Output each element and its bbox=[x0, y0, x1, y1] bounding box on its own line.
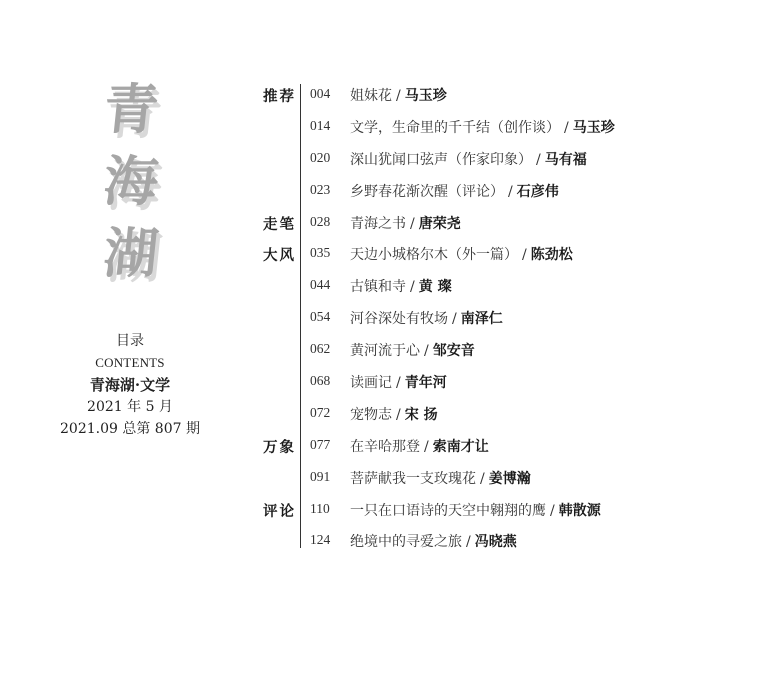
contents-label: CONTENTS bbox=[95, 355, 165, 370]
toc-row[interactable] bbox=[0, 495, 762, 527]
page-number: 072 bbox=[310, 404, 331, 420]
page-number: 124 bbox=[310, 532, 331, 548]
separator: / bbox=[396, 375, 401, 392]
logo-char: 湖 bbox=[100, 221, 162, 285]
magazine-title: 青海湖·文学 bbox=[89, 376, 171, 394]
entry-title: 文学，生命里的千千结（创作谈） bbox=[350, 119, 560, 136]
page-number: 054 bbox=[310, 309, 331, 325]
entry-author: 石彦伟 bbox=[516, 183, 559, 200]
toc-entry bbox=[350, 531, 517, 551]
section-label: 万象 bbox=[263, 439, 296, 456]
section-label: 评论 bbox=[263, 503, 296, 520]
toc-entry bbox=[350, 500, 601, 520]
entry-author: 宋 扬 bbox=[404, 406, 438, 423]
entry-author: 姜博瀚 bbox=[488, 470, 531, 487]
entry-author: 韩散源 bbox=[558, 502, 601, 519]
page-number: 062 bbox=[310, 341, 331, 357]
toc-entry bbox=[350, 181, 559, 201]
page-number: 091 bbox=[310, 468, 331, 484]
toc-row[interactable] bbox=[0, 176, 762, 208]
separator: / bbox=[396, 88, 401, 104]
entry-title: 宠物志 bbox=[350, 406, 392, 423]
entry-title: 古镇和寺 bbox=[350, 279, 406, 296]
toc-entry bbox=[350, 468, 531, 488]
entry-author: 索南才让 bbox=[432, 438, 489, 455]
separator: / bbox=[508, 183, 513, 200]
entry-author: 黄 璨 bbox=[418, 279, 452, 296]
entry-author: 马有福 bbox=[544, 151, 587, 168]
separator: / bbox=[396, 406, 401, 423]
toc-entry bbox=[350, 436, 489, 456]
page-number: 068 bbox=[310, 373, 331, 389]
entry-title: 深山犹闻口弦声（作家印象） bbox=[350, 151, 532, 168]
entry-title: 一只在口语诗的天空中翱翔的鹰 bbox=[350, 502, 546, 519]
toc-entry bbox=[350, 117, 615, 137]
page-number: 110 bbox=[310, 500, 330, 516]
entry-title: 菩萨献我一支玫瑰花 bbox=[350, 470, 476, 487]
toc-row[interactable] bbox=[0, 271, 762, 303]
toc-row[interactable] bbox=[0, 112, 762, 144]
toc-row[interactable] bbox=[0, 367, 762, 399]
toc-entry bbox=[350, 85, 447, 105]
toc-row[interactable] bbox=[0, 208, 762, 240]
toc-entry bbox=[350, 276, 452, 296]
toc-row[interactable] bbox=[0, 526, 762, 558]
toc-row[interactable] bbox=[0, 431, 762, 463]
section-label: 走笔 bbox=[263, 216, 296, 233]
entry-title: 天边小城格尔木（外一篇） bbox=[350, 247, 518, 264]
separator: / bbox=[410, 279, 415, 296]
separator: / bbox=[452, 311, 457, 328]
separator: / bbox=[564, 119, 569, 136]
toc-row[interactable] bbox=[0, 335, 762, 367]
page-number: 020 bbox=[310, 149, 331, 165]
toc-entry bbox=[350, 372, 447, 392]
entry-author: 陈劲松 bbox=[530, 247, 573, 264]
issue-number: 2021.09 总第 807 期 bbox=[60, 421, 200, 437]
toc-entry bbox=[350, 244, 573, 264]
entry-author: 马玉珍 bbox=[404, 88, 447, 104]
entry-author: 马玉珍 bbox=[572, 119, 615, 136]
entry-author: 青年河 bbox=[404, 375, 447, 392]
toc-row[interactable] bbox=[0, 80, 762, 112]
separator: / bbox=[536, 151, 541, 168]
mulu-label: 目录 bbox=[116, 333, 144, 349]
entry-title: 乡野春花渐次醒（评论） bbox=[350, 183, 504, 200]
entry-author: 冯晓燕 bbox=[474, 534, 517, 551]
entry-author: 南泽仁 bbox=[460, 311, 503, 328]
entry-author: 邹安音 bbox=[432, 343, 475, 360]
entry-title: 黄河流于心 bbox=[350, 343, 420, 360]
page-number: 004 bbox=[310, 86, 331, 101]
toc-row[interactable] bbox=[0, 239, 762, 271]
entry-title: 姐妹花 bbox=[350, 88, 392, 104]
separator: / bbox=[466, 534, 471, 551]
separator: / bbox=[522, 247, 527, 264]
toc-row[interactable] bbox=[0, 303, 762, 335]
toc-entry bbox=[350, 213, 461, 233]
separator: / bbox=[480, 470, 485, 487]
toc-row[interactable] bbox=[0, 463, 762, 495]
table-of-contents bbox=[0, 80, 762, 558]
separator: / bbox=[550, 502, 555, 519]
toc-entry bbox=[350, 340, 475, 360]
entry-title: 青海之书 bbox=[350, 215, 406, 232]
entry-title: 读画记 bbox=[350, 375, 392, 392]
separator: / bbox=[424, 438, 429, 455]
toc-row[interactable] bbox=[0, 144, 762, 176]
page-number: 077 bbox=[310, 436, 331, 452]
section-label: 推荐 bbox=[263, 89, 296, 105]
entry-title: 绝境中的寻爱之旅 bbox=[350, 534, 462, 551]
issue-date: 2021 年 5 月 bbox=[87, 399, 173, 415]
section-label: 大风 bbox=[263, 248, 296, 265]
toc-entry bbox=[350, 149, 587, 169]
toc-row[interactable] bbox=[0, 399, 762, 431]
entry-author: 唐荣尧 bbox=[418, 215, 461, 232]
logo-char: 海 bbox=[100, 149, 162, 213]
page-number: 023 bbox=[310, 181, 331, 197]
entry-title: 在辛哈那登 bbox=[350, 438, 420, 455]
page-number: 014 bbox=[310, 117, 331, 133]
page-number: 035 bbox=[310, 245, 331, 261]
page-number: 044 bbox=[310, 277, 331, 293]
toc-entry bbox=[350, 308, 503, 328]
page-number: 028 bbox=[310, 213, 331, 229]
separator: / bbox=[410, 215, 415, 232]
toc-entry bbox=[350, 404, 438, 424]
logo-char: 青 bbox=[100, 77, 162, 141]
entry-title: 河谷深处有牧场 bbox=[350, 311, 448, 328]
separator: / bbox=[424, 343, 429, 360]
